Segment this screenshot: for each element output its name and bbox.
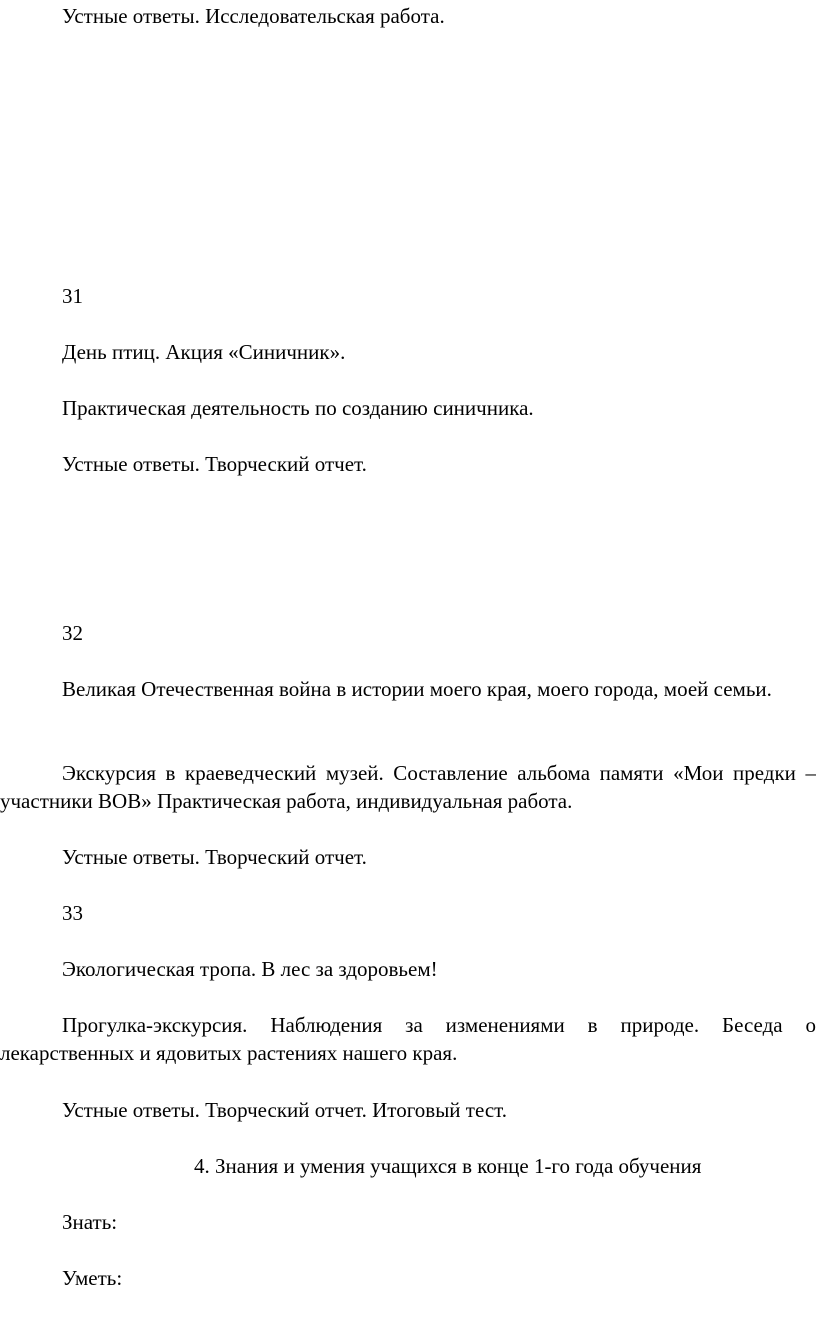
row-number: 32 [62, 621, 83, 645]
text-paragraph: Экскурсия в краеведческий музей. Составление альбома памяти «Мои предки – участники ВОВ» Практическая работа, индивидуальная работа. [0, 761, 816, 813]
text-line: Устные ответы. Творческий отчет. [62, 452, 367, 476]
row-number: 33 [62, 901, 83, 925]
text-line: Устные ответы. Исследовательская работа. [62, 4, 445, 28]
text-line: Экологическая тропа. В лес за здоровьем! [62, 957, 438, 981]
section-heading: 4. Знания и умения учащихся в конце 1-го года обучения [194, 1154, 702, 1178]
text-line: Практическая деятельность по созданию синичника. [62, 396, 534, 420]
know-label: Знать: [62, 1210, 118, 1234]
can-label: Уметь: [62, 1266, 123, 1290]
text-line: Устные ответы. Творческий отчет. [62, 845, 367, 869]
text-line: День птиц. Акция «Синичник». [62, 340, 346, 364]
text-line: Устные ответы. Творческий отчет. Итоговый тест. [62, 1098, 507, 1122]
text-paragraph: Прогулка-экскурсия. Наблюдения за изменениями в природе. Беседа о лекарственных и ядовитых растениях нашего края. [0, 1013, 816, 1065]
text-paragraph: Великая Отечественная война в истории моего края, моего города, моей семьи. [62, 677, 772, 701]
row-number: 31 [62, 284, 83, 308]
